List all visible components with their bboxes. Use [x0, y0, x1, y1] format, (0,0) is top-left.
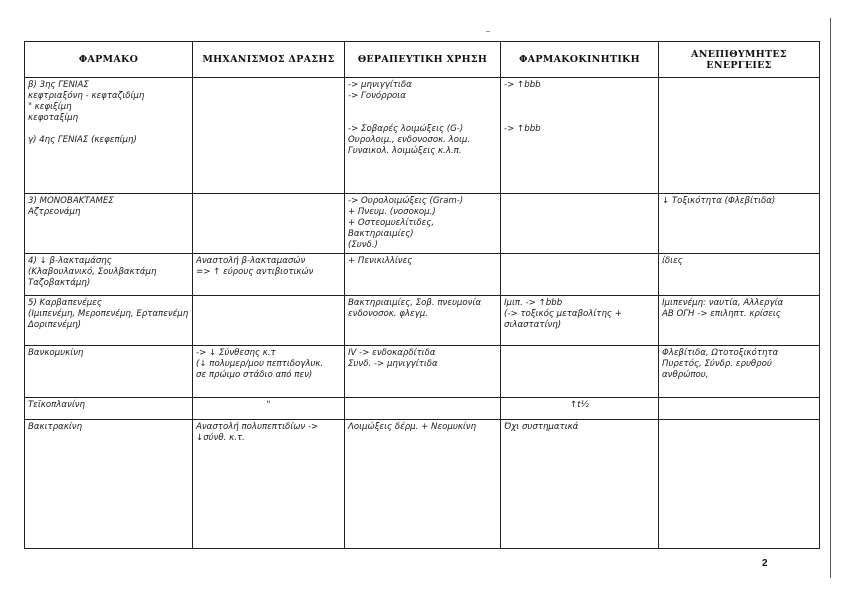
cell-mechanism: Αναστολή πολυπεπτιδίων -> ↓σύνθ. κ.τ.	[193, 420, 345, 549]
header-therapeutic-use: ΘΕΡΑΠΕΥΤΙΚΗ ΧΡΗΣΗ	[345, 42, 501, 78]
cell-mechanism: Αναστολή β-λακταμασών => ↑ εύρους αντιβιοτικών	[193, 254, 345, 296]
table-row	[25, 420, 820, 549]
cell-pharmacokinetics: Όχι συστηματικά	[501, 420, 659, 549]
page-number: 2	[762, 558, 768, 569]
cell-pharmacokinetics	[501, 346, 659, 398]
cell-therapeutic-use: IV -> ενδοκαρδίτιδα Συνδ. -> μηνιγγίτιδα	[345, 346, 501, 398]
cell-adverse-effects: Φλεβίτιδα, Ωτοτοξικότητα Πυρετός, Σύνδρ. ερυθρού ανθρώπου,	[659, 346, 820, 398]
cell-therapeutic-use: -> μηνιγγίτιδα -> Γονόρροια -> Σοβαρές λοιμώξεις (G-) Ουρολοιμ., ενδονοσοκ. λοιμ. Γυναικολ. λοιμώξεις κ.λ.π.	[345, 78, 501, 194]
cell-adverse-effects: Ιμιπενέμη: ναυτία, Αλλεργία ΑΒ ΟΓΗ -> επιληπτ. κρίσεις	[659, 296, 820, 346]
cell-therapeutic-use: + Πενικιλλίνες	[345, 254, 501, 296]
table-row	[25, 346, 820, 398]
table-row	[25, 78, 820, 194]
pen-mark: ‾	[486, 30, 490, 39]
cell-pharmacokinetics: Ιμιπ. -> ↑bbb (-> τοξικός μεταβολίτης + σιλαστατίνη)	[501, 296, 659, 346]
page-margin-line	[830, 18, 831, 578]
cell-drug: Βακιτρακίνη	[25, 420, 193, 549]
cell-mechanism	[193, 296, 345, 346]
cell-pharmacokinetics	[501, 254, 659, 296]
header-drug: ΦΑΡΜΑΚΟ	[25, 42, 193, 78]
cell-mechanism: "	[193, 398, 345, 420]
cell-drug: Τεϊκοπλανίνη	[25, 398, 193, 420]
cell-pharmacokinetics: ↑t½	[501, 398, 659, 420]
pharmacology-table	[24, 41, 820, 549]
notes-table-container	[24, 41, 819, 549]
cell-adverse-effects: ίδιες	[659, 254, 820, 296]
cell-adverse-effects	[659, 78, 820, 194]
cell-adverse-effects	[659, 398, 820, 420]
cell-drug: 5) Καρβαπενέμες (Ιμιπενέμη, Μεροπενέμη, Ερταπενέμη Δοριπενέμη)	[25, 296, 193, 346]
cell-mechanism: -> ↓ Σύνθεσης κ.τ (↓ πολυμερ/μου πεπτιδογλυκ. σε πρώιμο στάδιο από πεν)	[193, 346, 345, 398]
cell-drug: 4) ↓ β-λακταμάσης (Κλαβουλανικό, Σουλβακτάμη Ταζοβακτάμη)	[25, 254, 193, 296]
cell-therapeutic-use: Βακτηριαιμίες, Σοβ. πνευμονία ενδονοσοκ. φλεγμ.	[345, 296, 501, 346]
cell-therapeutic-use	[345, 398, 501, 420]
cell-adverse-effects: ↓ Τοξικότητα (Φλεβίτιδα)	[659, 194, 820, 254]
cell-therapeutic-use: Λοιμώξεις δέρμ. + Νεομυκίνη	[345, 420, 501, 549]
cell-drug: 3) ΜΟΝΟΒΑΚΤΑΜΕΣ Αζτρεονάμη	[25, 194, 193, 254]
cell-therapeutic-use: -> Ουρολοιμώξεις (Gram-) + Πνευμ. (νοσοκομ.) + Οστεομυελίτιδες, Βακτηριαιμίες) (Συνδ.)	[345, 194, 501, 254]
cell-mechanism	[193, 78, 345, 194]
cell-mechanism	[193, 194, 345, 254]
table-row	[25, 398, 820, 420]
cell-adverse-effects	[659, 420, 820, 549]
header-mechanism: ΜΗΧΑΝΙΣΜΟΣ ΔΡΑΣΗΣ	[193, 42, 345, 78]
table-row	[25, 296, 820, 346]
table-row	[25, 254, 820, 296]
header-pharmacokinetics: ΦΑΡΜΑΚΟΚΙΝΗΤΙΚΗ	[501, 42, 659, 78]
cell-drug: Βανκομυκίνη	[25, 346, 193, 398]
header-adverse-effects: ΑΝΕΠΙΘΥΜΗΤΕΣ ΕΝΕΡΓΕΙΕΣ	[659, 42, 820, 78]
cell-pharmacokinetics	[501, 194, 659, 254]
header-row	[25, 42, 820, 78]
cell-pharmacokinetics: -> ↑bbb -> ↑bbb	[501, 78, 659, 194]
cell-drug: β) 3ης ΓΕΝΙΑΣ κεφτριαξόνη - κεφταζιδίμη " κεφιξίμη κεφοταξίμη γ) 4ης ΓΕΝΙΑΣ (κεφεπίμη)	[25, 78, 193, 194]
table-row	[25, 194, 820, 254]
